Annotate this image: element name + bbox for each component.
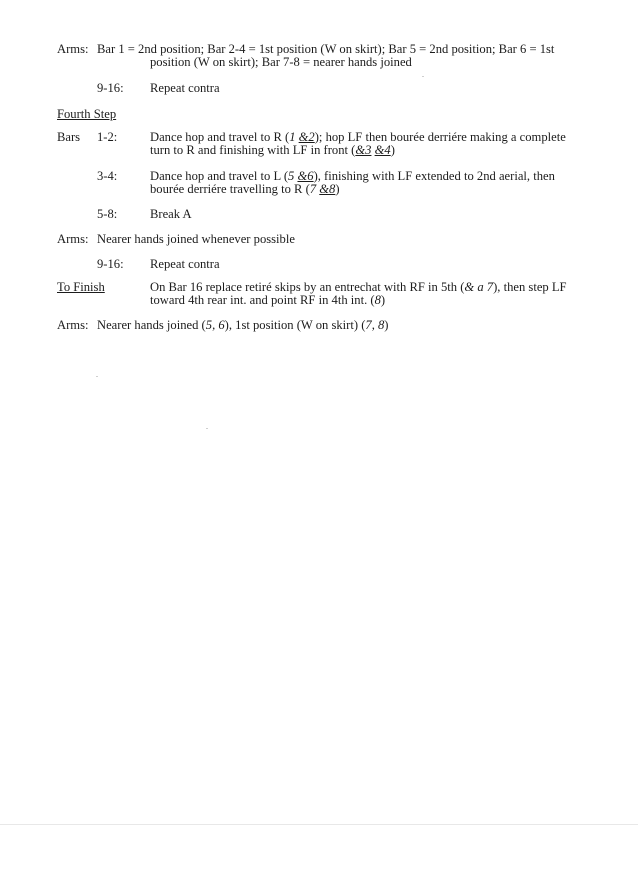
arms-label-3: Arms:	[57, 318, 89, 332]
count-5: 5	[288, 169, 295, 183]
fourth-step-heading: Fourth Step	[57, 107, 117, 121]
count-5-6: 5, 6	[205, 318, 225, 332]
step-3-4-line2	[150, 183, 340, 196]
to-finish-line2-b: )	[380, 293, 386, 307]
step-1-2-line1-b: ); hop LF then bourée derriére making a complete	[314, 130, 566, 144]
arms-label-1: Arms:	[57, 42, 89, 56]
step-3-4-line1-a: Dance hop and travel to L (	[150, 169, 289, 183]
to-finish-line2-a: toward 4th rear int. and point RF in 4th int. (	[150, 293, 375, 307]
count-8: 8	[374, 293, 381, 307]
count-1: 1	[289, 130, 296, 144]
to-finish-line1-a: On Bar 16 replace retiré skips by an entrechat with RF in 5th (	[150, 280, 465, 294]
step-1-2-line2-b: )	[390, 143, 395, 157]
step-3-4-line1-b: ), finishing with LF extended to 2nd aerial, then	[313, 169, 555, 183]
scan-speck	[96, 376, 98, 377]
page-bottom-edge	[0, 824, 638, 825]
to-finish-heading: To Finish	[57, 280, 105, 294]
step-3-4-line2-a: bourée derriére travelling to R (	[150, 182, 310, 196]
step-1-2-line2-a: turn to R and finishing with LF in front (	[150, 143, 356, 157]
bars-3-4-label: 3-4:	[97, 169, 118, 183]
count-and-4: &4	[374, 143, 391, 157]
bars-label: Bars	[57, 130, 81, 144]
count-7-8: 7, 8	[365, 318, 385, 332]
count-and-2: &2	[298, 130, 315, 144]
count-and-3: &3	[355, 143, 372, 157]
repeat-contra-text-1: Repeat contra	[150, 81, 220, 95]
arms-label-2: Arms:	[57, 232, 89, 246]
step-1-2-line2	[150, 144, 395, 157]
count-7: 7	[309, 182, 317, 196]
to-finish-line2	[150, 294, 385, 307]
scan-speck	[206, 428, 208, 429]
arms-text-3-a: Nearer hands joined (	[97, 318, 206, 332]
break-a-text: Break A	[150, 207, 192, 221]
arms-text-1-line2: position (W on skirt); Bar 7-8 = nearer hands joined	[150, 55, 412, 69]
bars-5-8-label: 5-8:	[97, 207, 118, 221]
step-3-4-line2-b: )	[335, 182, 340, 196]
arms-text-3-c: )	[384, 318, 389, 332]
count-and-8: &8	[319, 182, 336, 196]
arms-text-2: Nearer hands joined whenever possible	[97, 232, 295, 246]
repeat-contra-text-2: Repeat contra	[150, 257, 220, 271]
arms-text-1-line1: Bar 1 = 2nd position; Bar 2-4 = 1st position (W on skirt); Bar 5 = 2nd position; Bar 6 = 1st	[97, 42, 555, 56]
bars-9-16-label-1: 9-16:	[97, 81, 124, 95]
arms-text-3-b: ), 1st position (W on skirt) (	[224, 318, 366, 332]
bars-9-16-label-2: 9-16:	[97, 257, 124, 271]
count-and-a-7: & a 7	[464, 280, 494, 294]
count-and-6: &6	[297, 169, 314, 183]
to-finish-line1-b: ), then step LF	[493, 280, 567, 294]
arms-text-3	[97, 319, 389, 332]
scan-speck	[422, 76, 424, 77]
bars-1-2-label: 1-2:	[97, 130, 118, 144]
step-1-2-line1-a: Dance hop and travel to R (	[150, 130, 290, 144]
